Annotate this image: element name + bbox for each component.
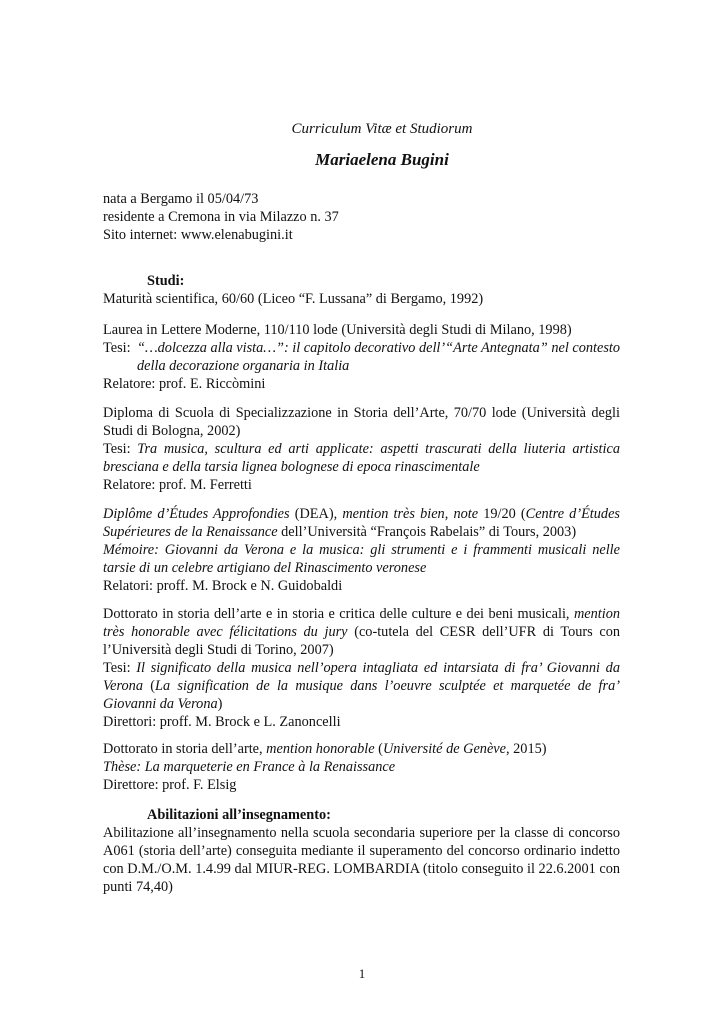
diploma-line: Diploma di Scuola di Specializzazione in Storia dell’Arte, 70/70 lode (Università degli Studi di Bologna, 2002) — [103, 405, 620, 439]
diploma-relatore: Relatore: prof. M. Ferretti — [103, 477, 252, 493]
birth-line: nata a Bergamo il 05/04/73 — [103, 191, 259, 207]
dottorato1-mention: mention très honorable avec félicitations du jury — [103, 606, 620, 640]
dottorato2-entry — [103, 740, 620, 794]
diploma-tesi — [103, 440, 620, 476]
diploma-tesi-label: Tesi: — [103, 441, 131, 457]
dottorato1-tesi — [103, 659, 620, 713]
abilitazioni-text: Abilitazione all’insegnamento nella scuola secondaria superiore per la classe di concorso A061 (storia dell’arte) conseguita mediante il superamento del concorso ordinario indetto con D.M./O.M. 1.4.99 dal MIUR-REG. LOMBARDIA (titolo conseguito il 22.6.2001 con punti 74,40) — [103, 825, 620, 895]
dottorato1-direttori: Direttori: proff. M. Brock e L. Zanoncelli — [103, 714, 341, 730]
laurea-tesi-title: “…dolcezza alla vista…”: il capitolo decorativo dell’“Arte Antegnata” nel contesto della decorazione organaria in Italia — [137, 340, 621, 374]
dea-diploma-title: Diplôme d’Études Approfondies — [103, 506, 290, 522]
dottorato1-tesi-fr-close: ) — [217, 696, 223, 712]
dottorato1-rest: (co-tutela del CESR dell’UFR di Tours con l’Università degli Studi di Torino, 2007) — [103, 624, 621, 658]
diploma-entry — [103, 404, 620, 494]
dottorato2-mention: mention honorable — [266, 741, 375, 757]
laurea-tesi-label: Tesi: — [103, 340, 131, 356]
dottorato2-these-title: : La marqueterie en France à la Renaissance — [136, 759, 396, 775]
dottorato2-these-label: Thèse — [103, 759, 137, 775]
dottorato2-intro: Dottorato in storia dell’arte, — [103, 741, 267, 757]
laurea-relatore: Relatore: prof. E. Riccòmini — [103, 376, 266, 392]
dea-note-value: 19/20 ( — [478, 506, 526, 522]
diploma-tesi-title: Tra musica, scultura ed arti applicate: aspetti trascurati della liuteria artistica bresciana e della tarsia lignea bolognese di epoca rinascimentale — [103, 441, 620, 475]
dottorato1-entry — [103, 605, 620, 731]
dottorato1-tesi-fr: La signification de la musique dans l’oeuvre sculptée et marquetée de fra’ Giovanni da Verona — [103, 678, 620, 712]
abilitazioni-heading: Abilitazioni all’insegnamento: — [147, 807, 331, 823]
dottorato1-line — [103, 605, 620, 659]
studi-section — [103, 272, 620, 308]
laurea-line: Laurea in Lettere Moderne, 110/110 lode (Università degli Studi di Milano, 1998) — [103, 322, 572, 338]
dea-line — [103, 505, 620, 541]
page-number: 1 — [358, 966, 366, 981]
dea-note-label: note — [453, 506, 479, 522]
abilitazioni-section — [103, 806, 620, 896]
dottorato1-tesi-title: Il significato della musica nell’opera intagliata ed intarsiata di fra’ Giovanni da Verona — [103, 660, 620, 694]
maturita-line: Maturità scientifica, 60/60 (Liceo “F. Lussana” di Bergamo, 1992) — [103, 291, 484, 307]
dea-centre: Centre d’Études Supérieures de la Renaissance — [103, 506, 620, 540]
dea-univ: dell’Università “François Rabelais” di Tours, 2003) — [277, 524, 577, 540]
dottorato1-intro: Dottorato in storia dell’arte e in storia e critica delle culture e dei beni musicali, — [103, 606, 574, 622]
personal-info — [103, 190, 620, 244]
dottorato2-line — [103, 740, 620, 758]
dea-memoire-label: Mémoire — [103, 542, 155, 558]
laurea-tesi — [103, 339, 620, 375]
dea-relatori: Relatori: proff. M. Brock e N. Guidobaldi — [103, 578, 343, 594]
dottorato2-univ: Université de Genève — [382, 741, 506, 757]
dea-note-sep: , — [444, 506, 454, 522]
dea-abbr: (DEA), — [289, 506, 343, 522]
dottorato2-open: ( — [374, 741, 383, 757]
dottorato1-tesi-fr-open: ( — [142, 678, 156, 694]
dea-mention: mention très bien — [342, 506, 445, 522]
studi-heading: Studi: — [147, 273, 185, 289]
dottorato1-tesi-label: Tesi: — [103, 660, 137, 676]
dottorato2-direttore: Direttore: prof. F. Elsig — [103, 777, 237, 793]
document-title: Curriculum Vitæ et Studiorum — [291, 121, 473, 137]
dottorato2-these — [103, 758, 620, 776]
dea-entry — [103, 505, 620, 595]
residence-line: residente a Cremona in via Milazzo n. 37 — [103, 209, 339, 225]
dea-memoire — [103, 541, 620, 577]
dottorato2-close: , 2015) — [506, 741, 547, 757]
dea-memoire-title: : Giovanni da Verona e la musica: gli strumenti e i frammenti musicali nelle tarsie di un celebre artigiano del Rinascimento veronese — [103, 542, 620, 576]
laurea-entry — [103, 321, 620, 393]
website-line: Sito internet: www.elenabugini.it — [103, 227, 293, 243]
author-name: Mariaelena Bugini — [315, 150, 449, 169]
